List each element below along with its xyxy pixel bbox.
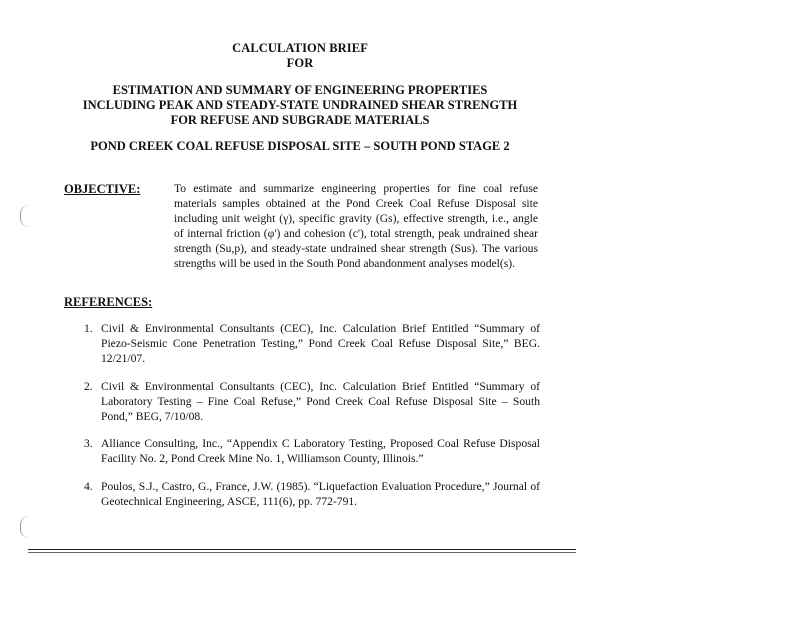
reference-number: 2. — [84, 380, 93, 393]
footer-rule-secondary — [28, 552, 576, 553]
reference-item — [84, 379, 540, 424]
reference-number: 4. — [84, 480, 93, 493]
reference-item — [84, 479, 540, 509]
reference-item — [84, 436, 540, 466]
objective-heading: OBJECTIVE: — [64, 182, 141, 196]
reference-text: Civil & Environmental Consultants (CEC), Inc. Calculation Brief Entitled “Summary of Laboratory Testing – Fine Coal Refuse,” Pond Creek Coal Refuse Disposal Site – South Pond,” BEG, 7/10/08. — [101, 380, 540, 423]
scan-punch-mark — [20, 205, 29, 227]
document-title-for: FOR — [286, 56, 314, 70]
reference-number: 1. — [84, 322, 93, 335]
footer-rule — [28, 549, 576, 550]
reference-text: Civil & Environmental Consultants (CEC), Inc. Calculation Brief Entitled “Summary of Piezo-Seismic Cone Penetration Testing,” Pond Creek Coal Refuse Disposal Site,” BEG. 12/21/07. — [101, 322, 540, 365]
subject-line-2: INCLUDING PEAK AND STEADY-STATE UNDRAINED SHEAR STRENGTH — [82, 98, 518, 112]
reference-item — [84, 321, 540, 366]
reference-text: Alliance Consulting, Inc., “Appendix C Laboratory Testing, Proposed Coal Refuse Disposal Facility No. 2, Pond Creek Mine No. 1, Williamson County, Illinois.” — [101, 437, 540, 465]
objective-text: To estimate and summarize engineering properties for fine coal refuse materials samples obtained at the Pond Creek Coal Refuse Disposal site including unit weight (γ), specific gravity (Gs), effective strength, i.e., angle of internal friction (φ') and cohesion (c'), total strength, peak undrained shear strength (Su,p), and steady-state undrained shear strength (Sus). The various strengths will be used in the South Pond abandonment analyses model(s). — [174, 182, 538, 270]
subject-line-3: FOR REFUSE AND SUBGRADE MATERIALS — [170, 113, 430, 127]
document-title: CALCULATION BRIEF — [232, 41, 368, 55]
reference-text: Poulos, S.J., Castro, G., France, J.W. (1985). “Liquefaction Evaluation Procedure,” Journal of Geotechnical Engineering, ASCE, 111(6), pp. 772-791. — [101, 480, 540, 508]
references-heading: REFERENCES: — [64, 295, 153, 309]
reference-number: 3. — [84, 437, 93, 450]
scan-punch-mark — [20, 516, 29, 538]
subject-line-1: ESTIMATION AND SUMMARY OF ENGINEERING PROPERTIES — [112, 83, 488, 97]
site-title: POND CREEK COAL REFUSE DISPOSAL SITE – SOUTH POND STAGE 2 — [90, 139, 510, 153]
